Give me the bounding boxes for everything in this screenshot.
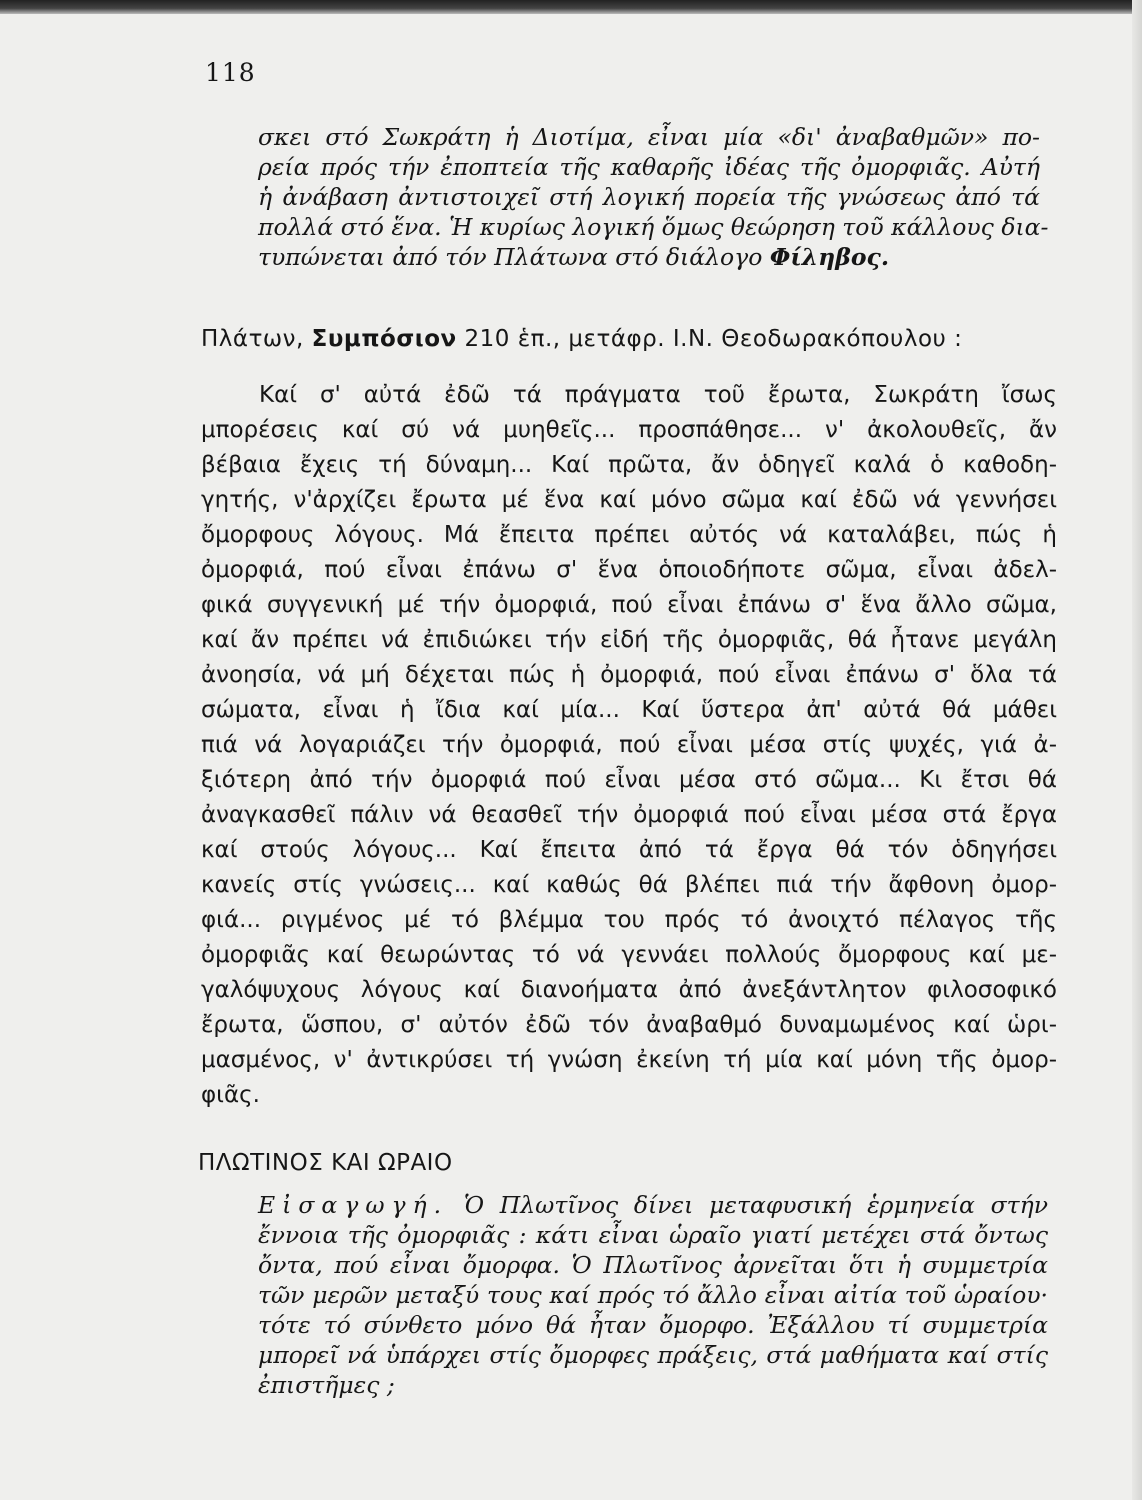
work-title-philebus: Φίληβος. <box>769 243 890 271</box>
text-line: ὀμορφιᾶς καί θεωρώντας τό νά γεννάει πολλούς ὄμορφους καί με- <box>201 942 1057 968</box>
citation-author: Πλάτων, <box>201 326 304 352</box>
text-line: γητής, ν'ἀρχίζει ἔρωτα μέ ἕνα καί μόνο σῶμα καί ἐδῶ νά γεννήσει <box>201 487 1057 513</box>
text-line: πολλά στό ἕνα. Ἡ κυρίως λογική ὅμως θεώρηση τοῦ κάλλους δια- <box>258 213 1049 241</box>
text-line: ὄμορφους λόγους. Μά ἔπειτα πρέπει αὐτός νά καταλάβει, πώς ἡ <box>201 522 1057 548</box>
text-line: καί στούς λόγους... Καί ἔπειτα ἀπό τά ἔργα θά τόν ὁδηγήσει <box>201 837 1057 863</box>
text-line: κανείς στίς γνώσεις... καί καθώς θά βλέπει πιά τήν ἄφθονη ὀμορ- <box>201 872 1057 898</box>
text-line: μασμένος, ν' ἀντικρύσει τή γνώση ἐκείνη τή μία καί μόνη τῆς ὀμορ- <box>201 1047 1057 1073</box>
text-fragment: Ὁ Πλωτῖνος δίνει μεταφυσική ἑρμηνεία στήν <box>463 1191 1048 1219</box>
text-line: ὄντα, πού εἶναι ὄμορφα. Ὁ Πλωτῖνος ἀρνεῖται ὅτι ἡ συμμετρία <box>258 1251 1048 1279</box>
text-line: τῶν μερῶν μεταξύ τους καί πρός τό ἄλλο εἶναι αἰτία τοῦ ὡραίου· <box>258 1281 1048 1309</box>
text-fragment: τυπώνεται ἀπό τόν Πλάτωνα στό διάλογο <box>258 243 763 271</box>
text-line: μπορέσεις καί σύ νά μυηθεῖς... προσπάθησε... ν' ἀκολουθεῖς, ἄν <box>201 417 1057 443</box>
text-line <box>258 242 1040 272</box>
text-line: ἡ ἀνάβαση ἀντιστοιχεῖ στή λογική πορεία τῆς γνώσεως ἀπό τά <box>258 183 1040 211</box>
text-line <box>258 1190 1048 1220</box>
text-line: ἔρωτα, ὥσπου, σ' αὐτόν ἐδῶ τόν ἀναβαθμό δυναμωμένος καί ὡρι- <box>201 1012 1057 1038</box>
text-line: ρεία πρός τήν ἐποπτεία τῆς καθαρῆς ἰδέας τῆς ὀμορφιᾶς. Αὐτή <box>258 153 1040 181</box>
text-line: μπορεῖ νά ὑπάρχει στίς ὄμορφες πράξεις, στά μαθήματα καί στίς <box>258 1341 1048 1369</box>
text-line: ξιότερη ἀπό τήν ὀμορφιά πού εἶναι μέσα στό σῶμα... Κι ἔτσι θά <box>201 767 1057 793</box>
symposium-quotation <box>201 378 1057 1113</box>
text-line: γαλόψυχους λόγους καί διανοήματα ἀπό ἀνεξάντλητον φιλοσοφικό <box>201 977 1057 1003</box>
text-line: τότε τό σύνθετο μόνο θά ἦταν ὄμορφο. Ἐξάλλου τί συμμετρία <box>258 1311 1048 1339</box>
text-line: Καί σ' αὐτά ἐδῶ τά πράγματα τοῦ ἔρωτα, Σωκράτη ἴσως <box>259 382 1057 408</box>
scan-top-border <box>0 0 1142 14</box>
citation-title: Συμπόσιον <box>311 326 457 352</box>
section-heading: ΠΛΩΤΙΝΟΣ ΚΑΙ ΩΡΑΙΟ <box>198 1150 453 1176</box>
text-line: ἔννοια τῆς ὀμορφιᾶς : κάτι εἶναι ὡραῖο γιατί μετέχει στά ὄντως <box>258 1221 1048 1249</box>
text-line: βέβαια ἔχεις τή δύναμη... Καί πρῶτα, ἄν ὁδηγεῖ καλά ὁ καθοδη- <box>201 452 1057 478</box>
intro-paragraph <box>258 122 1049 272</box>
text-line: σώματα, εἶναι ἡ ἴδια καί μία... Καί ὕστερα ἀπ' αὐτά θά μάθει <box>201 697 1057 723</box>
scan-right-edge <box>1132 0 1142 1500</box>
text-line: ἐπιστῆμες ; <box>258 1371 395 1399</box>
text-line: σκει στό Σωκράτη ἡ Διοτίμα, εἶναι μία «δι' ἀναβαθμῶν» πο- <box>258 123 1040 151</box>
text-line: καί ἄν πρέπει νά ἐπιδιώκει τήν εἰδή τῆς ὀμορφιᾶς, θά ἦτανε μεγάλη <box>201 627 1057 653</box>
citation-details: 210 ἑπ., μετάφρ. Ι.Ν. Θεοδωρακόπουλου : <box>464 326 963 352</box>
text-line: πιά νά λογαριάζει τήν ὀμορφιά, πού εἶναι μέσα στίς ψυχές, γιά ἀ- <box>201 732 1057 758</box>
text-line: ἀνοησία, νά μή δέχεται πώς ἡ ὀμορφιά, πού εἶναι ἐπάνω σ' ὅλα τά <box>201 662 1057 688</box>
text-line: ὀμορφιά, πού εἶναι ἐπάνω σ' ἕνα ὁποιοδήποτε σῶμα, εἶναι ἀδελ- <box>201 557 1057 583</box>
text-line: φιά... ριγμένος μέ τό βλέμμα του πρός τό ἀνοιχτό πέλαγος τῆς <box>201 907 1057 933</box>
page-number: 118 <box>205 58 256 87</box>
intro-label: Εἰσαγωγή. <box>258 1191 449 1219</box>
plotinus-introduction <box>258 1190 1048 1400</box>
text-line: φικά συγγενική μέ τήν ὀμορφιά, πού εἶναι ἐπάνω σ' ἕνα ἄλλο σῶμα, <box>201 592 1057 618</box>
text-line: φιᾶς. <box>201 1082 260 1108</box>
symposium-citation <box>201 326 962 352</box>
text-line: ἀναγκασθεῖ πάλιν νά θεασθεῖ τήν ὀμορφιά πού εἶναι μέσα στά ἔργα <box>201 802 1057 828</box>
